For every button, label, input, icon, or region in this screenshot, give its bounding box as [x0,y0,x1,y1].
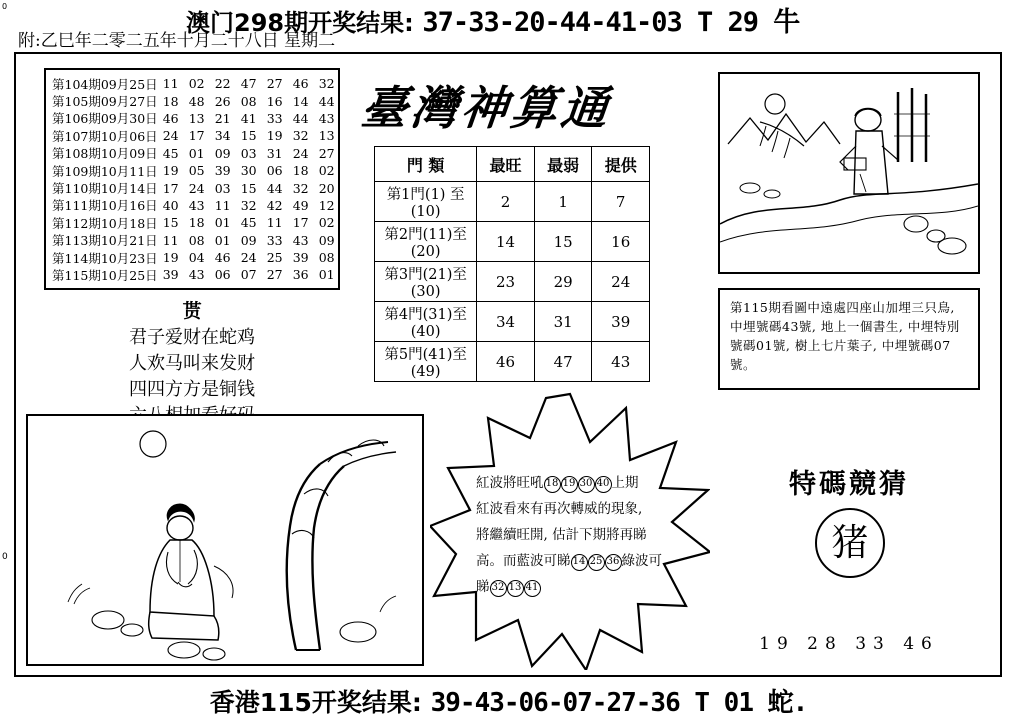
num: 39 [292,250,309,266]
num: 16 [266,93,283,109]
forecast-num: 18 [544,476,561,493]
footer-label: 香港115开奖结果: [209,688,422,717]
forecast-line-3: 將繼續旺開, 估計下期將再睇 [476,527,647,543]
history-numbers [158,146,342,161]
special-numbers: 19 28 33 46 [759,634,939,654]
table-row [375,182,650,222]
gate-label: 第5門(41)至 (49) [375,342,477,382]
num: 24 [188,180,205,196]
num: 19 [162,250,179,266]
forecast-num: 40 [595,476,612,493]
num: 43 [292,232,309,248]
zodiac-badge: 猪 [815,508,885,578]
num: 01 [214,232,231,248]
table-row [375,222,650,262]
num: 17 [162,180,179,196]
table-row [52,266,335,283]
num: 40 [162,197,179,213]
history-numbers [158,76,342,91]
table-header-row [375,147,650,182]
poem-block [44,296,340,429]
num: 12 [318,197,335,213]
num: 33 [266,232,283,248]
lunar-date-line: 附:乙巳年二零二五年十月二十八日 星期二 [18,31,336,51]
num: 01 [214,215,231,231]
num: 13 [188,110,205,126]
num: 41 [240,110,257,126]
forecast-line-5a: 睇 [476,579,490,595]
table-row [52,162,335,179]
num: 36 [292,267,309,283]
gate-provided: 24 [592,262,650,302]
num: 01 [188,145,205,161]
num: 19 [162,163,179,179]
gate-hot: 14 [477,222,535,262]
num: 31 [266,145,283,161]
num: 32 [318,76,335,92]
col-header-provided: 提供 [592,147,650,182]
num: 20 [318,180,335,196]
table-row [52,232,335,249]
gate-label: 第1門(1) 至 (10) [375,182,477,222]
history-numbers [158,163,342,178]
num: 42 [266,197,283,213]
num: 32 [292,180,309,196]
history-numbers [158,111,342,126]
history-date: 第115期10月25日 [52,268,158,283]
top-issue-label: 澳门298期开奖结果: [186,9,414,37]
lady-tree-drawing [28,416,422,664]
num: 24 [162,128,179,144]
table-row [375,302,650,342]
num: 11 [162,232,179,248]
table-row [52,197,335,214]
history-date: 第106期09月30日 [52,111,158,127]
col-header-gate: 門 類 [375,147,477,182]
num: 46 [292,76,309,92]
num: 14 [292,93,309,109]
gate-label: 第3門(21)至 (30) [375,262,477,302]
num: 45 [240,215,257,231]
gate-label: 第2門(11)至 (20) [375,222,477,262]
forecast-num: 13 [507,580,524,597]
num: 08 [188,232,205,248]
forecast-line-4b: 綠波可 [621,553,662,569]
num: 32 [240,197,257,213]
num: 08 [240,93,257,109]
table-row [52,127,335,144]
num: 43 [318,110,335,126]
table-row [52,75,335,92]
forecast-num: 32 [490,580,507,597]
num: 17 [188,128,205,144]
num: 44 [266,180,283,196]
num: 02 [188,76,205,92]
num: 43 [188,197,205,213]
forecast-num: 41 [524,580,541,597]
history-date: 第105期09月27日 [52,94,158,110]
gate-provided: 16 [592,222,650,262]
num: 27 [266,267,283,283]
gate-provided: 7 [592,182,650,222]
num: 17 [292,215,309,231]
num: 46 [162,110,179,126]
num: 32 [292,128,309,144]
num: 34 [214,128,231,144]
num: 24 [292,145,309,161]
poem-line: 君子爱财在蛇鸡 [129,327,255,348]
num: 04 [188,250,205,266]
illustration-caption: 第115期看圖中遠處四座山加埋三只鳥, 中埋號碼43號, 地上一個書生, 中埋特別號碼01號, 樹上七片葉子, 中埋號碼07號。 [718,288,980,390]
history-numbers [158,267,342,282]
num: 07 [240,267,257,283]
history-date: 第114期10月23日 [52,250,158,266]
history-numbers [158,215,342,230]
num: 08 [318,250,335,266]
history-date: 第110期10月14日 [52,181,158,197]
num: 06 [214,267,231,283]
history-date: 第111期10月16日 [52,198,158,214]
num: 19 [266,128,283,144]
gate-hot: 46 [477,342,535,382]
num: 43 [188,267,205,283]
num: 39 [214,163,231,179]
history-results-table [44,68,340,290]
num: 44 [292,110,309,126]
table-row [52,92,335,110]
num: 03 [240,145,257,161]
poem-title: 贳 [182,300,202,322]
num: 09 [214,145,231,161]
history-numbers [158,233,342,248]
table-row [52,145,335,162]
special-code-title: 特碼競猜 [789,469,909,500]
num: 49 [292,197,309,213]
history-date: 第108期10月09日 [52,146,158,162]
history-date: 第112期10月18日 [52,215,158,231]
num: 27 [266,76,283,92]
gate-cold: 29 [534,262,592,302]
num: 33 [266,110,283,126]
col-header-hot: 最旺 [477,147,535,182]
num: 44 [318,93,335,109]
num: 25 [266,250,283,266]
history-date: 第104期09月25日 [52,76,158,92]
starburst-forecast [430,390,710,670]
num: 11 [214,197,231,213]
table-row [52,110,335,127]
poem-line: 四四方方是铜钱 [129,379,255,400]
history-numbers [158,128,342,143]
page-marker-middle: 0 [2,552,8,562]
num: 15 [240,180,257,196]
forecast-num: 30 [578,476,595,493]
forecast-line-4a: 高。而藍波可睇 [476,553,571,569]
page-marker-top: 0 [2,2,8,11]
gate-cold: 15 [534,222,592,262]
page-title: 臺灣神算通 [358,81,614,135]
scholar-drawing [720,74,978,272]
gate-hot: 2 [477,182,535,222]
footer-numbers: 39-43-06-07-27-36 T 01 蛇. [430,688,808,718]
num: 11 [266,215,283,231]
num: 26 [214,93,231,109]
poem-line: 人欢马叫来发财 [129,353,255,374]
illustration-lady [26,414,424,666]
num: 48 [188,93,205,109]
history-numbers [158,181,342,196]
gate-label: 第4門(31)至 (40) [375,302,477,342]
num: 47 [240,76,257,92]
num: 11 [162,76,179,92]
table-row [52,214,335,231]
table-row [52,179,335,197]
table-row [375,262,650,302]
forecast-line-1a: 紅波將旺吼 [476,475,544,491]
illustration-scholar [718,72,980,274]
num: 02 [318,163,335,179]
num: 18 [162,93,179,109]
num: 09 [240,232,257,248]
history-date: 第109期10月11日 [52,163,158,179]
gate-hot: 23 [477,262,535,302]
history-date: 第107期10月06日 [52,128,158,144]
gate-hot: 34 [477,302,535,342]
num: 24 [240,250,257,266]
gate-provided: 39 [592,302,650,342]
table-row [52,249,335,266]
num: 06 [266,163,283,179]
num: 13 [318,128,335,144]
forecast-num: 25 [588,554,605,571]
num: 02 [318,215,335,231]
num: 15 [240,128,257,144]
forecast-line-1b: 上期 [611,475,639,491]
forecast-text [476,470,666,600]
num: 03 [214,180,231,196]
gate-cold: 1 [534,182,592,222]
num: 30 [240,163,257,179]
gate-statistics-table [374,146,650,382]
history-numbers [158,198,342,213]
forecast-num: 36 [605,554,622,571]
table-row [375,342,650,382]
num: 21 [214,110,231,126]
num: 45 [162,145,179,161]
num: 27 [318,145,335,161]
history-date: 第113期10月21日 [52,233,158,249]
num: 18 [292,163,309,179]
num: 09 [318,232,335,248]
gate-provided: 43 [592,342,650,382]
num: 05 [188,163,205,179]
num: 22 [214,76,231,92]
forecast-num: 19 [561,476,578,493]
num: 18 [188,215,205,231]
num: 01 [318,267,335,283]
num: 39 [162,267,179,283]
history-numbers [158,94,342,109]
top-result-numbers: 37-33-20-44-41-03 T 29 牛 [422,7,800,38]
num: 15 [162,215,179,231]
forecast-num: 14 [571,554,588,571]
footer-result [0,682,1017,719]
history-numbers [158,250,342,265]
forecast-line-2: 紅波看來有再次轉威的現象, [476,501,643,517]
col-header-cold: 最弱 [534,147,592,182]
gate-cold: 31 [534,302,592,342]
num: 46 [214,250,231,266]
gate-cold: 47 [534,342,592,382]
